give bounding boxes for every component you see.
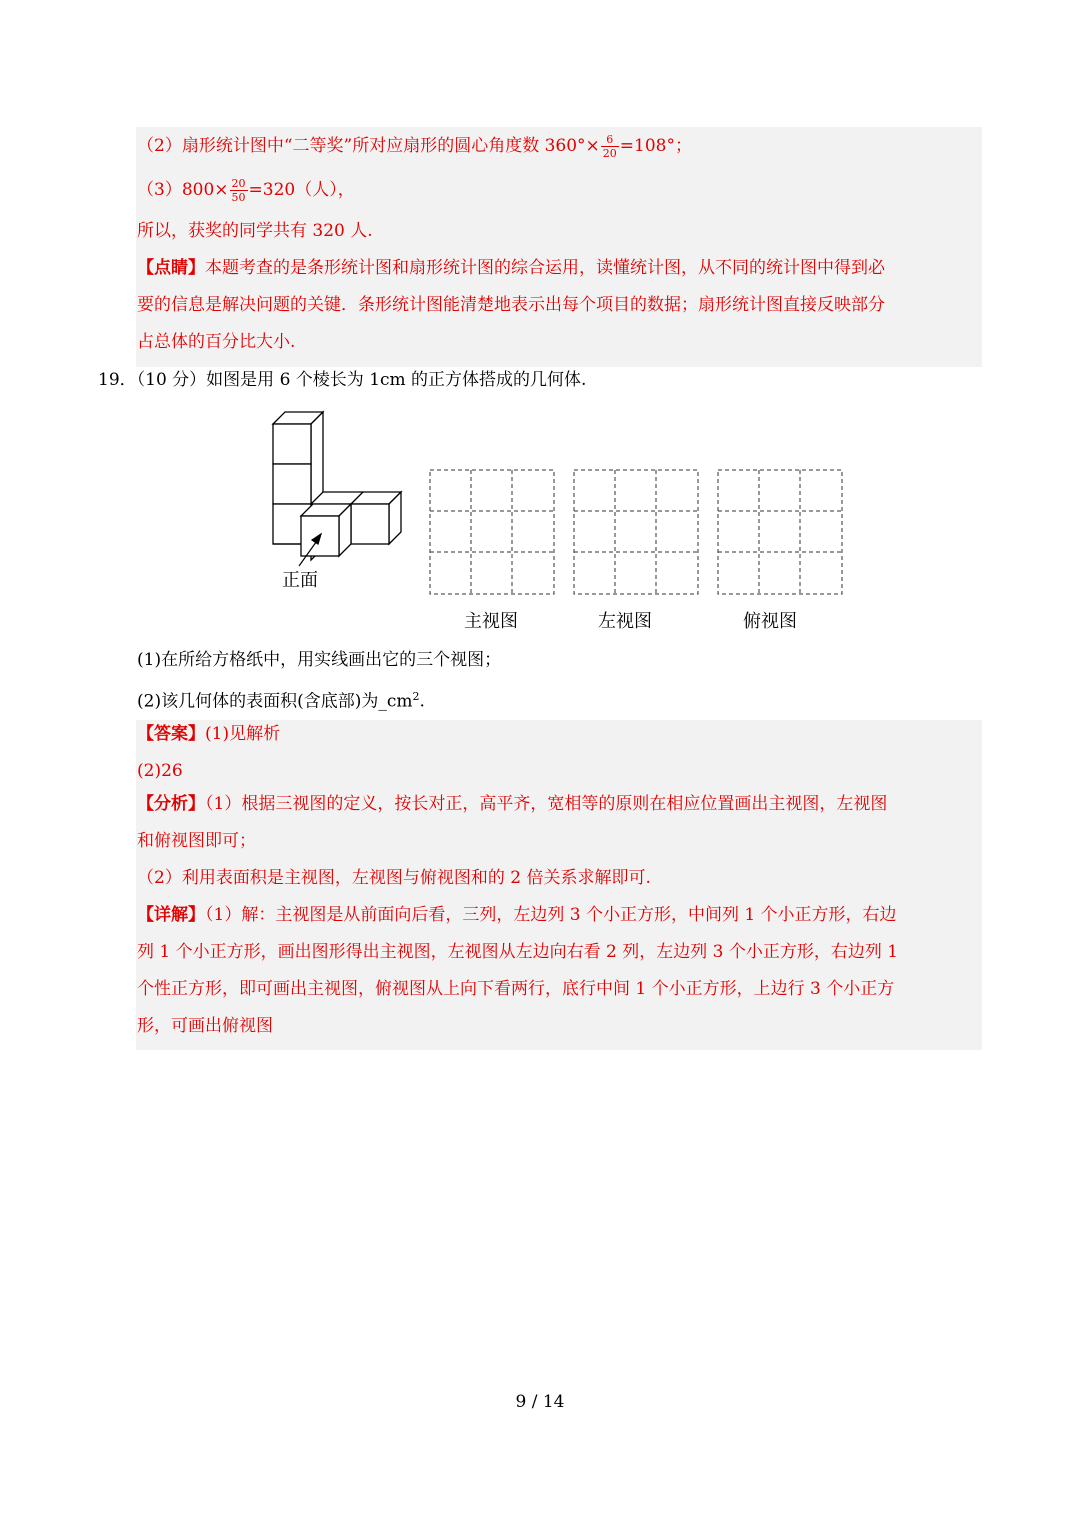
cube-front-face <box>273 424 311 464</box>
comment-text-1: 本题考查的是条形统计图和扇形统计图的综合运用，读懂统计图，从不同的统计图中得到必 <box>205 258 885 278</box>
solution-part3-result: =320（人）， <box>248 180 355 200</box>
front-view-caption: 主视图 <box>464 611 518 632</box>
comment-line-3: 占总体的百分比大小. <box>137 332 296 352</box>
solution-part3-text: （3）800× <box>137 180 229 200</box>
question-19-sub1: (1)在所给方格纸中，用实线画出它的三个视图； <box>137 650 502 670</box>
detail-line-4: 形，可画出俯视图 <box>137 1016 273 1036</box>
cube-front-face <box>273 464 311 504</box>
left-view-grid <box>574 470 698 594</box>
cube-front-face <box>351 504 389 544</box>
analysis-label: 【分析】 <box>137 794 205 814</box>
top-view-caption: 俯视图 <box>743 611 797 632</box>
cube-solid <box>273 412 401 560</box>
fraction-numerator: 20 <box>231 177 246 190</box>
answer-part1: (1)见解析 <box>205 724 281 744</box>
comment-line-2: 要的信息是解决问题的关键．条形统计图能清楚地表示出每个项目的数据；扇形统计图直接反映部分 <box>137 295 885 315</box>
cube-figure <box>0 0 1080 640</box>
detail-line-3: 个性正方形，即可画出主视图，俯视图从上向下看两行，底行中间 1 个小正方形，上边行 3 个小正方 <box>137 979 895 999</box>
fraction-denominator: 20 <box>602 147 617 160</box>
cube-top-face <box>311 492 401 504</box>
analysis-text-1: （1）根据三视图的定义，按长对正，高平齐，宽相等的原则在相应位置画出主视图，左视图 <box>205 794 888 814</box>
view-grids <box>430 470 842 594</box>
answer-label: 【答案】 <box>137 724 205 744</box>
fraction-denominator: 50 <box>231 191 246 204</box>
solution-conclusion: 所以，获奖的同学共有 320 人. <box>137 221 373 241</box>
detail-line-1 <box>137 903 897 927</box>
front-view-grid <box>430 470 554 594</box>
front-label: 正面 <box>282 570 318 591</box>
detail-label: 【详解】 <box>137 905 205 925</box>
question-19-sub2 <box>137 685 425 714</box>
solution-part2-text: （2）扇形统计图中“二等奖”所对应扇形的圆心角度数 360°× <box>137 136 600 156</box>
sub2-text: (2)该几何体的表面积(含底部)为_cm <box>137 691 413 712</box>
top-view-grid <box>718 470 842 594</box>
sub2-superscript: 2 <box>412 690 420 703</box>
comment-label: 【点睛】 <box>137 258 205 278</box>
detail-text-1: （1）解：主视图是从前面向后看，三列，左边列 3 个小正方形，中间列 1 个小正方形，右边 <box>205 905 897 925</box>
fraction-numerator: 6 <box>601 133 619 147</box>
sub2-period: . <box>419 691 425 712</box>
detail-line-2: 列 1 个小正方形，画出图形得出主视图，左视图从左边向右看 2 列，左边列 3 个小正方形，右边列 1 <box>137 942 899 962</box>
analysis-line-3: （2）利用表面积是主视图，左视图与俯视图和的 2 倍关系求解即可. <box>137 868 651 888</box>
answer-part2: (2)26 <box>137 761 183 781</box>
analysis-line-1 <box>137 792 887 816</box>
left-view-caption: 左视图 <box>598 611 652 632</box>
page-number: 9 / 14 <box>515 1392 565 1412</box>
analysis-line-2: 和俯视图即可； <box>137 831 256 851</box>
answer-line <box>137 722 280 746</box>
solution-part2-result: =108°； <box>619 136 692 156</box>
question-19-stem: 19．（10 分）如图是用 6 个棱长为 1cm 的正方体搭成的几何体. <box>98 370 587 390</box>
